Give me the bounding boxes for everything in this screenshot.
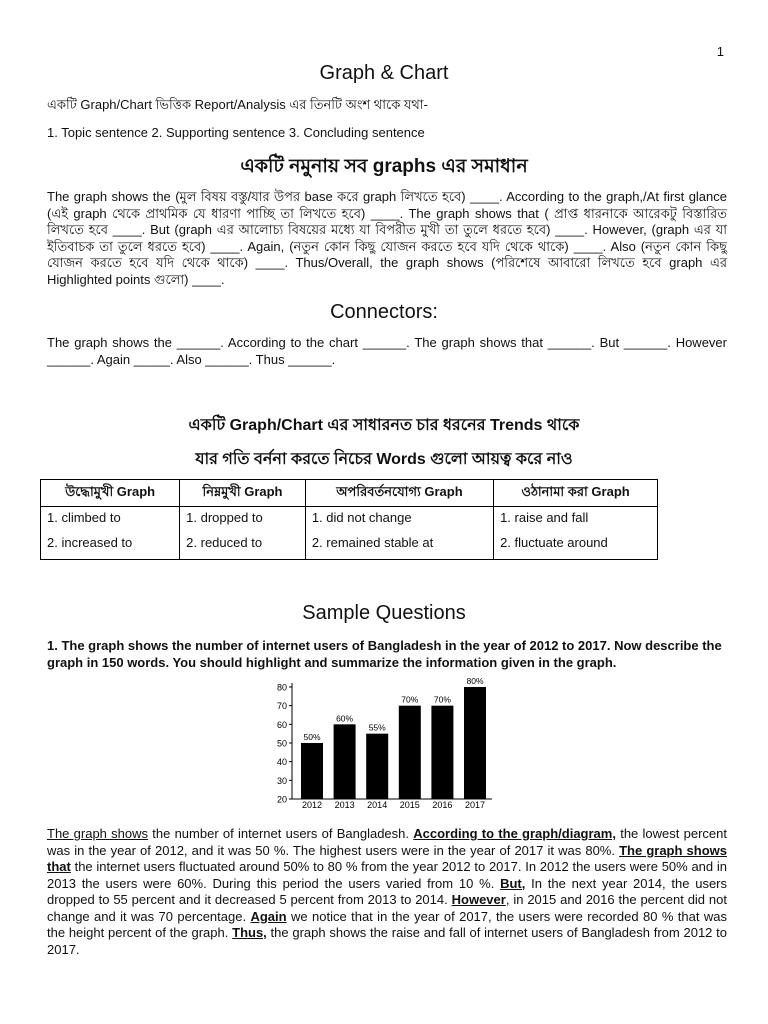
y-tick-label: 40 [276, 757, 287, 768]
x-tick-label: 2012 [301, 800, 323, 810]
bar [334, 724, 356, 799]
bar [464, 687, 486, 799]
answer-connector: According to the graph/diagram, [413, 826, 616, 841]
trends-table [40, 479, 658, 560]
answer-text: the graph shows the raise and fall of internet users of Bangladesh from 2012 to 2017. [47, 925, 727, 957]
answer-connector: Thus, [232, 925, 267, 940]
internet-users-bar-chart [270, 676, 500, 814]
x-tick-label: 2013 [334, 800, 355, 810]
page-title: Graph & Chart [319, 62, 449, 84]
answer-text: the internet users fluctuated around 50% to 80 % from the year 2012 to 2017. In 2012 the users were 50% and in 2013 the users were 60%. During this period the users varied from 10 %. [47, 859, 727, 891]
x-tick-label: 2016 [432, 800, 453, 810]
answer-text: In the next year 2014, the users dropped to 55 percent and it decreased 5 percent from 2013 to 2014. [47, 875, 728, 907]
table-row [41, 507, 658, 536]
y-tick-label: 30 [276, 775, 287, 786]
answer-text: we notice that in the year of 2017, the users were recorded 80 % that was the height percent of the graph. [47, 908, 727, 940]
trends-heading-2: যার গতি বর্ননা করতে নিচের Words গুলো আয়ত্ব করে নাও [195, 451, 573, 468]
table-cell: 2. reduced to [180, 535, 306, 560]
table-header: নিম্নমুখী Graph [180, 480, 306, 507]
table-cell: 2. remained stable at [305, 535, 493, 560]
parts-line: 1. Topic sentence 2. Supporting sentence 3. Concluding sentence [47, 125, 425, 140]
answer-paragraph [47, 826, 727, 958]
table-cell: 2. increased to [41, 535, 180, 560]
table-header-row [41, 480, 658, 507]
connectors-heading: Connectors: [330, 301, 438, 323]
bar [301, 743, 323, 799]
intro-line: একটি Graph/Chart ভিত্তিক Report/Analysis এর তিনটি অংশ থাকে যথা- [47, 97, 428, 112]
data-label: 80% [466, 676, 484, 686]
table-header: উদ্ধোমুখী Graph [41, 480, 180, 507]
template-paragraph: The graph shows the (মুল বিষয় বস্তু/যার উপর base করে graph লিখতে হবে) ____. According to the graph,/At first glance (এই graph থেকে প্রাথমিক যে ধারণা পাচ্ছি তা লিখতে হবে) ____. The graph shows that ( প্রাপ্ত ধারনাকে আরেকটু বিস্তারিত লিখতে হবে ____. But (graph এর আলোচ্য বিষয়ের মধ্যে যা বিপরীত মুখী তা তুলে ধরতে হবে) ____. However, (graph এর যা ইতিবাচক তা তুলে ধরতে হবে) ____. Again, (নতুন কোন কিছু যোজন করতে হবে যদি থেকে থাকে) ____. Also (নতুন কোন কিছু যোজন করতে হবে যদি থেকে থাকে) ____. Thus/Overall, the graph shows (পরিশেষে আবারো লিখতে হবে graph এর Highlighted points গুলো) ____. [47, 189, 727, 287]
bar [366, 734, 388, 799]
answer-connector: The graph shows [47, 826, 148, 841]
y-tick-label: 80 [276, 682, 287, 693]
answer-text: the number of internet users of Bangladesh. [148, 826, 414, 841]
y-tick-label: 70 [276, 701, 287, 712]
table-cell: 1. raise and fall [494, 507, 658, 536]
data-label: 70% [401, 694, 419, 705]
sample-heading: একটি নমুনায় সব graphs এর সমাধান [240, 156, 528, 177]
y-tick-label: 60 [276, 719, 287, 730]
table-cell: 1. climbed to [41, 507, 180, 536]
bar [399, 706, 421, 799]
table-cell: 2. fluctuate around [494, 535, 658, 560]
answer-connector: However [451, 892, 506, 907]
answer-connector: The graph shows that [47, 842, 727, 874]
bar [431, 706, 453, 799]
table-header: অপরিবর্তনযোগ্য Graph [305, 480, 493, 507]
y-tick-label: 50 [276, 738, 287, 749]
y-tick-label: 20 [276, 794, 287, 805]
question-1: 1. The graph shows the number of internet users of Bangladesh in the year of 2012 to 2017. Now describe the graph in 150 words. You should highlight and summarize the information given in the graph. [47, 638, 722, 670]
table-cell: 1. did not change [305, 507, 493, 536]
trends-heading-1: একটি Graph/Chart এর সাধারনত চার ধরনের Trends থাকে [188, 417, 580, 434]
data-label: 70% [433, 694, 451, 705]
connectors-paragraph: The graph shows the ______. According to the chart ______. The graph shows that ______. But ______. However ______. Again _____. Also ______. Thus ______. [47, 335, 727, 367]
answer-text: the lowest percent was in the year of 2012, and it was 50 %. The highest users were in the year of 2017 it was 80%. [47, 826, 727, 858]
data-label: 60% [336, 713, 354, 724]
table-row [41, 535, 658, 560]
answer-connector: But, [500, 875, 526, 891]
x-tick-label: 2017 [464, 800, 486, 810]
table-cell: 1. dropped to [180, 507, 306, 536]
table-header: ওঠানামা করা Graph [494, 480, 658, 507]
x-tick-label: 2014 [367, 800, 388, 810]
data-label: 50% [303, 732, 321, 742]
page-number: 1 [716, 44, 724, 59]
x-tick-label: 2015 [399, 800, 420, 810]
sample-questions-heading: Sample Questions [302, 602, 466, 624]
answer-connector: Again [250, 908, 287, 924]
data-label: 55% [368, 722, 386, 733]
answer-text: , in 2015 and 2016 the percent did not change and it was 70 percentage. [47, 892, 727, 924]
